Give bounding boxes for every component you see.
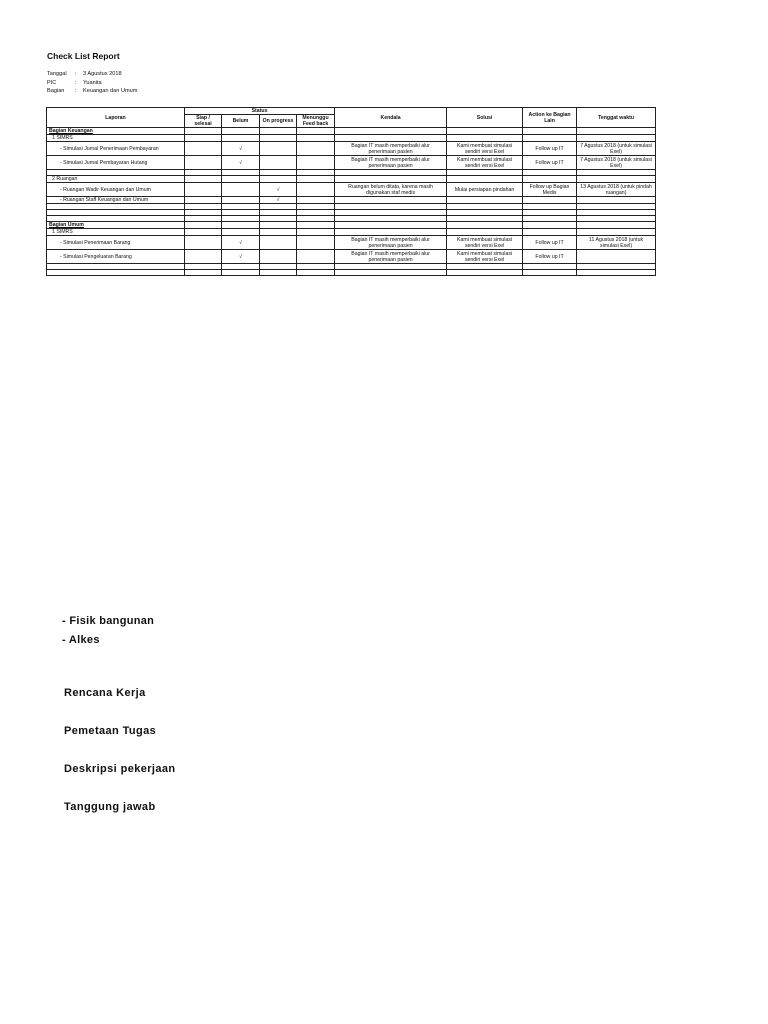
cell-action: Follow up IT [523, 156, 577, 170]
meta-sep: : [75, 79, 77, 86]
header-action: Action ke Bagian Lain [523, 108, 577, 128]
cell-kendala: Bagian IT masih memperbaiki alur penerimaan pasien [335, 156, 447, 170]
section-row [47, 222, 656, 229]
cell-solusi: Kami membuat simulasi sendiri versi Exel [447, 156, 523, 170]
header-on-progress: On progress [260, 115, 297, 128]
cell-on-progress: √ [260, 197, 297, 204]
group-simrs: 1 SIMRS [47, 135, 185, 142]
cell-laporan: - Simulasi Pengeluaran Barang [47, 250, 185, 264]
cell-on-progress: √ [260, 183, 297, 197]
report-meta [47, 70, 137, 96]
cell-tenggat: 7 Agustus 2018 (untuk simulasi Exel) [577, 142, 656, 156]
cell-solusi: Mulai persiapan pindahan [447, 183, 523, 197]
meta-value: Keuangan dan Umum [83, 88, 138, 95]
cell-kendala: Bagian IT masih memperbaiki alur penerimaan pasien [335, 250, 447, 264]
table-row [47, 183, 656, 197]
section-row [47, 128, 656, 135]
group-ruangan: 2 Ruangan [47, 176, 185, 183]
header-solusi: Solusi [447, 108, 523, 128]
bullet-item: - Alkes [62, 634, 100, 646]
bullet-item: - Fisik bangunan [62, 615, 155, 627]
meta-sep: : [75, 71, 77, 77]
table-row [47, 156, 656, 170]
meta-value: 3 Agustus 2018 [83, 71, 122, 77]
header-kendala: Kendala [335, 108, 447, 128]
header-tenggat: Tenggat waktu [577, 108, 656, 128]
cell-laporan: - Simulasi Jurnal Pembayaran Hutang [47, 156, 185, 170]
header-status: Status [185, 108, 335, 115]
section-umum: Bagian Umum [47, 222, 185, 229]
section-keuangan: Bagian Keuangan [47, 128, 185, 135]
cell-tenggat: 7 Agustus 2018 (untuk simulasi Exel) [577, 156, 656, 170]
cell-solusi: Kami membuat simulasi sendiri versi Exel [447, 236, 523, 250]
table-row [47, 197, 656, 204]
cell-belum: √ [222, 250, 260, 264]
heading-pemetaan-tugas: Pemetaan Tugas [64, 725, 157, 737]
cell-laporan: - Ruangan Staff Keuangan dan Umum [47, 197, 185, 204]
cell-tenggat: 13 Agustus 2018 (untuk pindah ruangan) [577, 183, 656, 197]
cell-solusi: Kami membuat simulasi sendiri versi Exel [447, 250, 523, 264]
header-belum: Belum [222, 115, 260, 128]
meta-key: Bagian [47, 88, 65, 95]
blank-row [47, 270, 656, 276]
group-row [47, 135, 656, 142]
cell-laporan: - Simulasi Penerimaan Barang [47, 236, 185, 250]
heading-rencana-kerja: Rencana Kerja [64, 687, 146, 699]
heading-deskripsi-pekerjaan: Deskripsi pekerjaan [64, 763, 176, 775]
meta-key: Tanggal [47, 71, 67, 77]
meta-value: Yuanita [83, 79, 102, 86]
meta-sep: : [75, 88, 77, 95]
header-siap: Siap / selesai [185, 115, 222, 128]
cell-laporan: - Ruangan Wadir Keuangan dan Umum [47, 183, 185, 197]
cell-tenggat: 11 Agustus 2018 (untuk simulasi Exel) [577, 236, 656, 250]
table-row [47, 250, 656, 264]
heading-tanggung-jawab: Tanggung jawab [64, 801, 156, 813]
cell-action: Follow up IT [523, 142, 577, 156]
bullet-list [62, 612, 154, 650]
table-row [47, 236, 656, 250]
cell-action: Follow up Bagian Medis [523, 183, 577, 197]
cell-belum: √ [222, 142, 260, 156]
cell-action: Follow up IT [523, 250, 577, 264]
cell-action: Follow up IT [523, 236, 577, 250]
heading-list [64, 687, 176, 839]
group-row [47, 229, 656, 236]
report-title: Check List Report [47, 51, 120, 61]
checklist-table [46, 107, 656, 276]
cell-tenggat [577, 250, 656, 264]
cell-belum: √ [222, 236, 260, 250]
cell-kendala: Bagian IT masih memperbaiki alur penerimaan pasien [335, 236, 447, 250]
header-menunggu: Menunggu Feed back [297, 115, 335, 128]
table-row [47, 142, 656, 156]
meta-tanggal [47, 70, 137, 79]
cell-laporan: - Simulasi Jurnal Penerimaan Pembayaran [47, 142, 185, 156]
meta-key: PIC [47, 79, 57, 86]
group-row [47, 176, 656, 183]
meta-pic [47, 79, 137, 88]
cell-solusi: Kami membuat simulasi sendiri versi Exel [447, 142, 523, 156]
group-simrs: 1 SIMRS [47, 229, 185, 236]
cell-belum: √ [222, 156, 260, 170]
header-laporan: Laporan [47, 108, 185, 128]
cell-kendala: Bagian IT masih memperbaiki alur penerimaan pasien [335, 142, 447, 156]
cell-kendala: Ruangan belum ditata, karena masih digunakan staf medis [335, 183, 447, 197]
meta-bagian [47, 87, 137, 96]
